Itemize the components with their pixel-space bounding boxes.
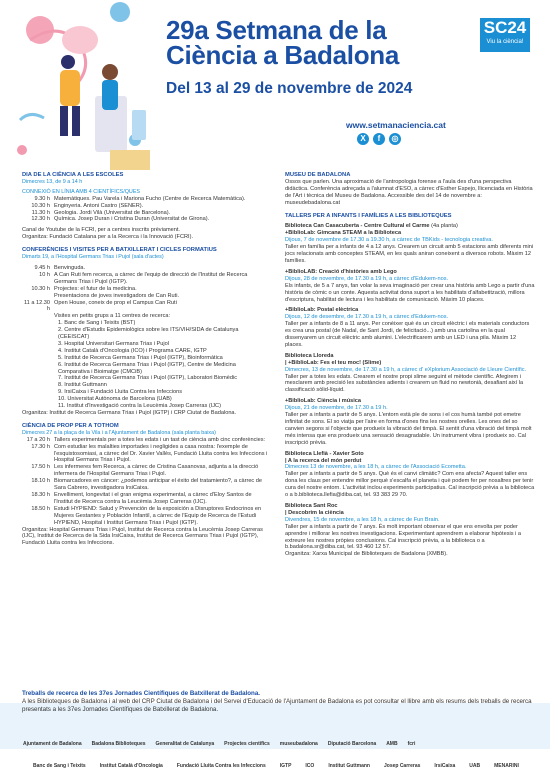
event-item xyxy=(285,223,535,264)
hero-header xyxy=(0,0,550,190)
research-notice xyxy=(22,690,532,714)
schedule-time: 18.30 h xyxy=(31,491,50,498)
sc24-logo xyxy=(480,18,530,52)
section-subtitle: Dimecres 13, de 9 a 14 h xyxy=(22,178,83,185)
event-text: Taller per a infants a partir de 5 anys. L'entorn està ple de sons i el cos humà també pot emetre infinitat de sons. El so viatja per l'aire en forma d'ones fins les nostres orelles. Les ones del so canvien segons si l'objecte que produeix la vibració del timpà. El sentit d'una vibració del timpà molt més intensa que ens produeix una sensació desagradable. Un instrument vibra i produeix so. Cal inscripció prèvia. xyxy=(285,412,532,446)
event-item xyxy=(285,451,535,499)
visit-item: 5. Institut de Recerca Germans Trias i Pujol (IGTP), Bioinformàtica xyxy=(58,354,223,361)
notice-title: Treballs de recerca de les 37es Jornades Científiques de Batxillerat de Badalona. xyxy=(22,690,260,697)
sponsor-logo: UAB xyxy=(469,763,481,769)
visit-item: 11. Institut d'Investigació contra la Leucèmia Josep Carreras (IJC) xyxy=(58,403,221,410)
section-title: TALLERS PER A INFANTS I FAMÍLIES A LES BIBLIOTEQUES xyxy=(285,212,452,219)
schedule-desc: Open House, coneix de prop el Campus Can Ruti xyxy=(54,299,177,306)
section-title: MUSEU DE BADALONA xyxy=(285,172,351,178)
schedule-item xyxy=(22,506,269,527)
x-icon[interactable]: X xyxy=(357,133,369,145)
event-item xyxy=(285,307,535,348)
event-item xyxy=(285,353,535,394)
schedule-item xyxy=(22,210,269,217)
note: Organitza: Fundació Catalana per a la Recerca i la Innovació (FCRI). xyxy=(22,234,193,241)
schedule-item xyxy=(22,300,269,314)
schedule-desc: A Can Ruti fem recerca, a càrrec de l'equip de direcció de l'Institut de Recerca Germans Trias i Pujol (IGTP). xyxy=(54,271,248,285)
event-place: Biblioteca Llefià - Xavier Soto xyxy=(285,450,364,457)
event-when: Dijous, 12 de desembre, de 17.30 a 19 h, a càrrec d'Edukem-nos. xyxy=(285,314,449,321)
section-text: Ossos que parlen. Una aproximació de l'antropologia forense a l'aula des d'una perspectiva didàctica. Conferència adreçada a l'alumnat d'ESO, a càrrec d'Esther Espejo, llicenciada en Història de l'Art i tècnica del Museu de Badalona. Accessible des del 14 de novembre a: museudebadalona.cat xyxy=(285,178,533,206)
event-name: +BiblioLab: Postal elèctrica xyxy=(285,307,359,314)
schedule-desc: Les infermeres fem Recerca, a càrrec de Cristina Casanovas, adjunta a la direcció infermera de l'Hospital Germans Trias i Pujol. xyxy=(54,464,259,478)
schedule-item xyxy=(22,216,269,223)
schedule-item xyxy=(22,203,269,210)
sponsor-logo: MENARINI xyxy=(494,763,519,769)
event-list xyxy=(285,223,535,551)
event-heading xyxy=(285,353,535,360)
logo-sub-text: Viu la ciència! xyxy=(486,39,524,45)
event-name: +BiblioLAB: Creació d'històries amb Lego xyxy=(285,268,397,275)
note: Canal de Youtube de la FCRI, per a centres inscrits prèviament. xyxy=(22,227,180,234)
sponsor-logo: Ajuntament de Badalona xyxy=(23,741,82,747)
event-dates: Del 13 al 29 de novembre de 2024 xyxy=(166,80,413,97)
schedule-list xyxy=(22,196,269,224)
schedule-time: 11.30 h xyxy=(31,209,50,216)
schedule-desc: Projectes: el futur de la medicina. xyxy=(54,285,137,292)
sponsor-logo: IrsiCaixa xyxy=(434,763,456,769)
visit-item: 3. Hospital Universitari Germans Trias i Pujol xyxy=(58,340,169,347)
section-subtitle: Dimecres 27 a la plaça de la Vila i a l'Ajuntament de Badalona (sala planta baixa) xyxy=(22,429,216,436)
schedule-desc: Benvinguda. xyxy=(54,264,86,271)
event-text: Taller per a infants a partir de 7 anys. És molt important observar el que ens envolta per poder aprendre i millorar les nostres investigacions. Experimentant aprendrem a elaborar hipòtesis i a extreure les nostres pròpies conclusions. Cal inscripció prèvia, a la biblioteca o a b.badalona.sr@diba.cat, tel. 93 460 12 57. xyxy=(285,523,521,551)
event-name: +BiblioLab: Gimcana STEAM a la Biblioteca xyxy=(285,230,402,237)
visit-item: 10. Universitat Autònoma de Barcelona (UAB) xyxy=(58,396,172,403)
schedule-desc: Com estudiar les malalties importades i negligides a casa nostra: l'exemple de l'esquistosomiasi, a càrrec del Dr. Xavier Vallès, Fundació Lluita contra les Infeccions i Hospital Germans Trias i Pujol. xyxy=(54,443,268,464)
schedule-time: 12.30 h xyxy=(31,216,50,223)
sponsor-logo: Institut Català d'Oncologia xyxy=(99,763,163,769)
event-item xyxy=(285,398,535,446)
sponsor-logos-row xyxy=(20,740,535,748)
event-text: Taller en família per a infants de 4 a 12 anys. Crearem un circuit amb 5 estacions amb diferents mini jocs relacionats amb conceptes STEAM, en les quals aniran coneixent a diversos robots. Màxim 12 famílies. xyxy=(285,244,534,264)
schedule-item xyxy=(22,265,269,272)
event-heading xyxy=(285,223,535,230)
schedule-list xyxy=(22,265,269,313)
sponsor-logo: Fundació Lluita Contra les Infeccions xyxy=(176,763,266,769)
event-when: Dimecres 13 de novembre, a les 18 h, a càrrec de l'Associació Ecometta. xyxy=(285,464,467,471)
social-links xyxy=(357,133,401,145)
schedule-item xyxy=(22,272,269,286)
instagram-icon[interactable]: ◎ xyxy=(389,133,401,145)
event-heading xyxy=(285,503,535,510)
facebook-icon[interactable]: f xyxy=(373,133,385,145)
schedule-time: 9.45 h xyxy=(34,264,50,271)
website-link[interactable]: www.setmanaciencia.cat xyxy=(346,120,446,130)
schedule-desc: Estudi HYPIEND: Salud y Prevención de la exposición a Disruptores Endocrinos en Mujeres Gestantes y Población Infantil, a càrrec de l'Equip de Recerca de l'Estudi HYPIEND, Hospital i Institut Germans Trias i Pujol (IGTP). xyxy=(54,505,262,526)
visit-item: 4. Institut Català d'Oncologia (ICO) i Programa CARE, IGTP xyxy=(58,347,207,354)
schedule-time: 10.30 h xyxy=(31,202,50,209)
event-place: Biblioteca Lloreda xyxy=(285,352,334,359)
title-line-2: Ciència a Badalona xyxy=(166,40,400,70)
schedule-time xyxy=(22,293,54,300)
schedule-time: 11 a 12.30 h xyxy=(23,299,50,313)
event-name: +BiblioLab: Ciència i música xyxy=(285,398,362,405)
page-title xyxy=(166,15,436,70)
event-item xyxy=(285,269,535,304)
schedule-item xyxy=(22,286,269,293)
sponsor-logo: Projectes científics xyxy=(224,741,270,747)
visit-item: 8. Institut Guttmann xyxy=(58,382,107,389)
schedule-time: 18.10 h xyxy=(31,478,50,485)
sponsor-logo: Josep Carreras xyxy=(383,763,421,769)
event-when: Dijous, 21 de novembre, de 17.30 a 19 h. xyxy=(285,405,388,412)
schedule-desc: Envelliment, longevitat i el gran enigma experimental, a càrrec d'Eloy Santos de l'Institut de Recerca contra la Leucèmia Josep Carreras (IJC). xyxy=(54,491,252,505)
section-title: DIA DE LA CIÈNCIA A LES ESCOLES xyxy=(22,172,124,178)
schedule-list xyxy=(22,437,269,527)
event-heading xyxy=(285,451,535,458)
sponsor-logo: Generalitat de Catalunya xyxy=(155,741,215,747)
title-line-1: 29a Setmana de la xyxy=(166,15,387,45)
event-text: Taller per a infants a partir de 5 anys. Què és el canvi climàtic? Com ens afecta? Aquest taller ens dona les claus per entendre millor perquè s'escalfa el planeta i què podem fer per nosaltres per tenir cura del nostre entorn. L'activitat inclou experiments participatius. Cal inscripció prèvia a la biblioteca o a b.biblioteca.llefia@diba.cat, tel. 93 383 29 70. xyxy=(285,471,535,499)
schedule-time: 18.50 h xyxy=(31,505,50,512)
sponsor-logo: museubadalona xyxy=(279,741,318,747)
section-title: CONFERÈNCIES I VISITES PER A BATXILLERAT I CICLES FORMATIUS xyxy=(22,247,217,254)
schedule-time: 17.30 h xyxy=(31,443,50,450)
event-item xyxy=(285,503,535,551)
scientists-illustration-icon xyxy=(0,0,175,190)
left-column xyxy=(22,168,269,547)
schedule-desc: Geologia. Jordi Vilà (Universitat de Barcelona). xyxy=(54,209,171,216)
note: Organitza: Hospital Germans Trias i Pujol, Institut de Recerca contra la Leucèmia Josep Carreras (IJC), Institut de Recerca de la Sida IrsiCaixa, Institut de Recerca Germans Trias i Pujol (IGTP), Fundació Lluita contra les Infeccions. xyxy=(22,526,263,547)
sponsor-logo: Badalona Biblioteques xyxy=(91,741,146,747)
schedule-item xyxy=(22,196,269,203)
sponsor-logos-row xyxy=(30,762,530,770)
event-text: Els infants, de 5 a 7 anys, fan volar la seva imaginació per crear una història amb Lego a partir d'una història de còmic o un conte. Aquesta activitat dona suport a les habilitats d'alfabetització, millora d'escriptura, habilitat de lectura i les habilitats de comunicació. Màxim 10 places. xyxy=(285,282,535,303)
sponsor-logo: IGTP xyxy=(279,763,292,769)
event-when: Dimecres, 13 de novembre, de 17.30 a 19 h, a càrrec d' eXplorium Associació de Lleure Científic. xyxy=(285,366,527,373)
schedule-desc: Matemàtiques. Pau Varela i Mariona Fucho (Centre de Recerca Matemàtica). xyxy=(54,195,246,202)
sponsor-logo: Banc de Sang i Teixits xyxy=(33,763,86,769)
event-place-note: (4a planta) xyxy=(431,223,458,230)
note: Organitza: Institut de Recerca Germans Trias i Pujol (IGTP) i CRP Ciutat de Badalona. xyxy=(22,410,237,416)
event-when: Dijous, 28 de novembre, de 17.30 a 19 h, a càrrec d'Edukem-nos. xyxy=(285,275,449,282)
schedule-item xyxy=(22,492,269,506)
event-place: Biblioteca Can Casacuberta - Centre Cultural el Carme xyxy=(285,223,430,230)
visit-item: 6. Institut de Recerca Germans Trias i Pujol (IGTP), Centre de Medicina Comparativa i Bioimatge (CMCiB) xyxy=(58,361,236,375)
section-subheading: CONNEXIÓ EN LÍNIA AMB 4 CIENTÍFICS/QUES xyxy=(22,188,141,195)
schedule-desc: Biomarcadores en càncer: ¿podemos anticipar el éxito del tratamiento?, a càrrec de Sara Cabrero, investigadora IrsiCaixa. xyxy=(54,478,263,492)
schedule-desc: Enginyeria. Antoni Castro (SENER). xyxy=(54,202,144,209)
notice-text: A les Biblioteques de Badalona i al web del CRP Ciutat de Badalona i del Servei d'Educació de l'Ajuntament de Badalona es pot consultar el llibre amb els resums dels treballs de recerca presentats a les 37es Jornades Científiques de Batxillerat de Badalona. xyxy=(22,698,532,713)
visits-list xyxy=(22,320,269,410)
right-column xyxy=(285,168,535,558)
schedule-time: 9.30 h xyxy=(34,195,50,202)
event-name: | Descobrim la ciència xyxy=(285,509,344,516)
schedule-time: 17.50 h xyxy=(31,464,50,471)
schedule-item xyxy=(22,293,269,300)
event-when: Dijous, 7 de novembre de 17.30 a 19.30 h, a càrrec de TBKids - tecnologia creativa. xyxy=(285,237,493,244)
visits-intro: Visites en petits grups a 11 centres de recerca: xyxy=(54,313,171,320)
visit-item: 7. Institut de Recerca Germans Trias i Pujol (IGTP), Laboratori Biomèdic xyxy=(58,375,238,382)
event-text: Taller per a infants de 8 a 11 anys. Per conèixer què és un circuit elèctric i els materials conductors es crea una postal (de Nadal, de Sant Jordi, de felicitació...) amb una cartolina en la qual dissenyarem un circuit elèctric amb alumini. L'electrificarem amb un LED i una pila. Màxim 12 places. xyxy=(285,321,530,348)
section-title: CIÈNCIA DE PROP PER A TOTHOM xyxy=(22,422,119,429)
visit-item: 9. IrsiCaixa i Fundació Lluita Contra les Infeccions xyxy=(58,389,183,396)
logo-main-text: SC24 xyxy=(483,18,527,37)
note: Organitza: Xarxa Municipal de Biblioteques de Badalona (XMBB). xyxy=(285,551,448,558)
schedule-desc: Tallers experimentals per a totes les edats i un tast de ciència amb cinc conferències: xyxy=(54,436,266,443)
schedule-item xyxy=(22,464,269,478)
schedule-item xyxy=(22,444,269,465)
sponsor-logo: ICO xyxy=(305,763,315,769)
schedule-time: 10 h xyxy=(39,271,50,278)
event-when: Divendres, 15 de novembre, a les 18 h, a càrrec de Fun Brain. xyxy=(285,516,440,523)
event-place: Biblioteca Sant Roc xyxy=(285,502,338,509)
sponsor-logo: Institut Guttmann xyxy=(328,763,370,769)
visit-item: 1. Banc de Sang i Teixits (BST) xyxy=(58,320,136,327)
visit-item: 2. Centre d'Estudis Epidemiològics sobre les ITS/VIH/SIDA de Catalunya (CEEISCAT) xyxy=(58,327,239,341)
sponsor-logo: fcri xyxy=(407,741,416,747)
event-text: Taller per a totes les edats. Crearem el nostre propi slime seguint el mètode científic. Afegirem i mesclarem amb precisió les substàncies adients i crearem un fluid no newtonià, desafiant així la classificació sòlid-líquid. xyxy=(285,373,524,394)
schedule-desc: Presentacions de joves investigadors de Can Ruti. xyxy=(54,292,179,299)
section-subtitle: Dimarts 19, a l'Hospital Germans Trias i Pujol (sala d'actes) xyxy=(22,254,164,261)
schedule-desc: Química. Josep Duran i Cristina Duran (Universitat de Girona). xyxy=(54,216,210,223)
schedule-time: 17 a 20 h xyxy=(26,436,50,443)
schedule-time: 10.30 h xyxy=(31,285,50,292)
schedule-item xyxy=(22,478,269,492)
event-name: | A la recerca del món perdut xyxy=(285,457,362,464)
sponsor-logo: AMB xyxy=(386,741,398,747)
sponsor-logo: Diputació Barcelona xyxy=(327,741,377,747)
event-name: | +BiblioLab: Fes el teu moc! (Slime) xyxy=(285,359,382,366)
schedule-item xyxy=(22,437,269,444)
